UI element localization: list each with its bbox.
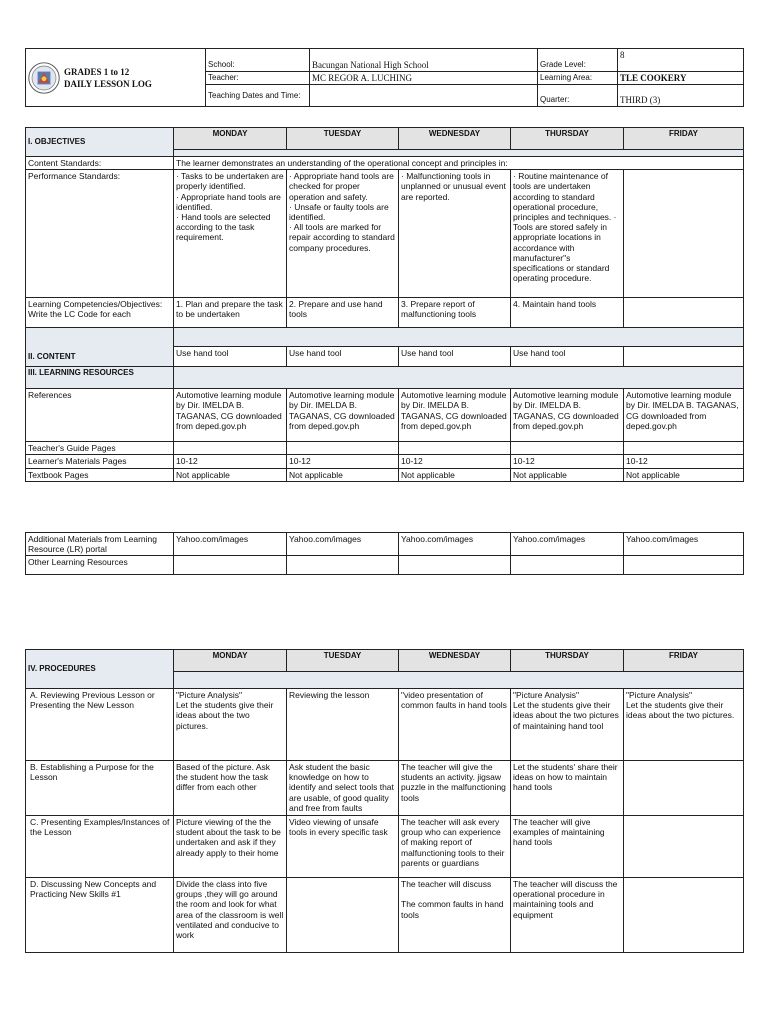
teacher-value: MC REGOR A. LUCHING (310, 72, 538, 85)
performance-friday (624, 170, 744, 298)
performance-thursday: · Routine maintenance of tools are undertaken according to standard operational procedure, principles and techniques. · Tools are stored safely in appropriate locations in accordance with manufacturer"s specifications or standard operating procedure. (511, 170, 624, 298)
procedure-label-a: A. Reviewing Previous Lesson or Presenting the New Lesson (26, 689, 174, 761)
procedure-a-monday: "Picture Analysis" Let the students give their ideas about the two pictures. (174, 689, 287, 761)
performance-tuesday: · Appropriate hand tools are checked for proper operation and safety. · Unsafe or faulty tools are identified. · All tools are marked for repair according to standard company procedures. (287, 170, 399, 298)
header-table (25, 48, 744, 107)
header-logo-cell (26, 49, 206, 107)
day-header-friday: FRIDAY (624, 128, 744, 150)
procedure-c-tuesday: Video viewing of unsafe tools in every specific task (287, 816, 399, 878)
procedure-b-friday (624, 761, 744, 816)
deped-seal-icon (28, 62, 60, 94)
content-monday: Use hand tool (174, 347, 287, 367)
content-standards-label: Content Standards: (26, 157, 174, 170)
quarter-value: THIRD (3) (618, 85, 744, 107)
references-thursday: Automotive learning module by Dir. IMELDA B. TAGANAS, CG downloaded from deped.gov.ph (511, 389, 624, 442)
area-label: Learning Area: (538, 72, 618, 85)
content-section-text: II. CONTENT (28, 352, 76, 361)
performance-wednesday: · Malfunctioning tools in unplanned or unusual event are reported. (399, 170, 511, 298)
tb-wednesday: Not applicable (399, 468, 511, 481)
doc-title-grades: GRADES 1 to 12 (64, 66, 130, 77)
procedure-label-d: D. Discussing New Concepts and Practicing New Skills #1 (26, 878, 174, 953)
procedures-spacer (174, 672, 744, 689)
competency-thursday: 4. Maintain hand tools (511, 298, 624, 328)
proc-day-tuesday: TUESDAY (287, 650, 399, 672)
dates-label: Teaching Dates and Time: (206, 85, 310, 107)
day-header-monday: MONDAY (174, 128, 287, 150)
other-resources-label: Other Learning Resources (26, 556, 174, 575)
content-friday (624, 347, 744, 367)
objectives-table (25, 127, 744, 482)
procedure-d-wednesday: The teacher will discuss The common faults in hand tools (399, 878, 511, 953)
school-value: Bacungan National High School (310, 49, 538, 72)
content-spacer (174, 328, 744, 347)
proc-day-monday: MONDAY (174, 650, 287, 672)
proc-day-wednesday: WEDNESDAY (399, 650, 511, 672)
procedure-d-thursday: The teacher will discuss the operational procedure in maintaining tools and equipment (511, 878, 624, 953)
grade-value: 8 (618, 49, 744, 72)
additional-materials-table (25, 532, 744, 575)
procedure-d-monday: Divide the class into five groups ,they will go around the room and look for what area of the classroom is well ventilated and conducive to work (174, 878, 287, 953)
procedure-c-thursday: The teacher will give examples of maintaining hand tools (511, 816, 624, 878)
procedure-b-wednesday: The teacher will give the students an activity. jigsaw puzzle in the malfunctioning tools (399, 761, 511, 816)
tb-thursday: Not applicable (511, 468, 624, 481)
procedure-a-thursday: "Picture Analysis" Let the students give their ideas about the two pictures of maintaining hand tool (511, 689, 624, 761)
performance-monday: · Tasks to be undertaken are properly identified. · Appropriate hand tools are identified. · Hand tools are selected according to the task requirement. (174, 170, 287, 298)
quarter-label: Quarter: (538, 85, 618, 107)
competencies-label: Learning Competencies/Objectives: Write the LC Code for each (26, 298, 174, 328)
textbook-label: Textbook Pages (26, 468, 174, 481)
additional-monday: Yahoo.com/images (174, 533, 287, 556)
proc-day-friday: FRIDAY (624, 650, 744, 672)
procedures-table (25, 649, 744, 953)
teachers-guide-label: Teacher's Guide Pages (26, 442, 174, 455)
competency-tuesday: 2. Prepare and use hand tools (287, 298, 399, 328)
procedure-d-tuesday (287, 878, 399, 953)
lm-wednesday: 10-12 (399, 455, 511, 468)
day-header-tuesday: TUESDAY (287, 128, 399, 150)
objectives-spacer (174, 150, 744, 157)
competency-wednesday: 3. Prepare report of malfunctioning tools (399, 298, 511, 328)
references-wednesday: Automotive learning module by Dir. IMELDA B. TAGANAS, CG downloaded from deped.gov.ph (399, 389, 511, 442)
procedure-b-tuesday: Ask student the basic knowledge on how to identify and select tools that are usable, of good quality and free from faults (287, 761, 399, 816)
references-friday: Automotive learning module by Dir. IMELDA B. TAGANAS, CG downloaded from deped.gov.ph (624, 389, 744, 442)
learners-materials-label: Learner's Materials Pages (26, 455, 174, 468)
content-thursday: Use hand tool (511, 347, 624, 367)
procedure-b-thursday: Let the students' share their ideas on how to maintain hand tools (511, 761, 624, 816)
lm-monday: 10-12 (174, 455, 287, 468)
procedures-section-label: IV. PROCEDURES (26, 650, 174, 689)
resources-spacer (174, 367, 744, 389)
procedure-d-friday (624, 878, 744, 953)
procedure-label-b: B. Establishing a Purpose for the Lesson (26, 761, 174, 816)
additional-tuesday: Yahoo.com/images (287, 533, 399, 556)
school-label: School: (206, 49, 310, 72)
additional-thursday: Yahoo.com/images (511, 533, 624, 556)
competency-friday (624, 298, 744, 328)
tb-friday: Not applicable (624, 468, 744, 481)
procedure-a-wednesday: "video presentation of common faults in hand tools (399, 689, 511, 761)
references-tuesday: Automotive learning module by Dir. IMELDA B. TAGANAS, CG downloaded from deped.gov.ph (287, 389, 399, 442)
content-standards-value: The learner demonstrates an understanding of the operational concept and principles in: (174, 157, 744, 170)
performance-standards-label: Performance Standards: (26, 170, 174, 298)
day-header-thursday: THURSDAY (511, 128, 624, 150)
procedure-c-wednesday: The teacher will ask every group who can experience of making report of malfunctioning tools to their parents or guardians (399, 816, 511, 878)
additional-materials-label: Additional Materials from Learning Resource (LR) portal (26, 533, 174, 556)
tb-monday: Not applicable (174, 468, 287, 481)
references-label: References (26, 389, 174, 442)
content-tuesday: Use hand tool (287, 347, 399, 367)
dates-value (310, 85, 538, 107)
lm-friday: 10-12 (624, 455, 744, 468)
teacher-label: Teacher: (206, 72, 310, 85)
tb-tuesday: Not applicable (287, 468, 399, 481)
additional-wednesday: Yahoo.com/images (399, 533, 511, 556)
references-monday: Automotive learning module by Dir. IMELDA B. TAGANAS, CG downloaded from deped.gov.ph (174, 389, 287, 442)
procedure-c-friday (624, 816, 744, 878)
procedure-c-monday: Picture viewing of the the student about the task to be undertaken and ask if they already apply to their home (174, 816, 287, 878)
procedure-a-tuesday: Reviewing the lesson (287, 689, 399, 761)
procedure-b-monday: Based of the picture. Ask the student how the task differ from each other (174, 761, 287, 816)
lm-thursday: 10-12 (511, 455, 624, 468)
content-section-label (26, 328, 174, 367)
additional-friday: Yahoo.com/images (624, 533, 744, 556)
procedure-label-c: C. Presenting Examples/Instances of the Lesson (26, 816, 174, 878)
doc-title-log: DAILY LESSON LOG (64, 78, 152, 89)
procedure-a-friday: "Picture Analysis" Let the students give their ideas about the two pictures. (624, 689, 744, 761)
objectives-section-label: I. OBJECTIVES (26, 128, 174, 157)
day-header-wednesday: WEDNESDAY (399, 128, 511, 150)
grade-label: Grade Level: (538, 49, 618, 72)
competency-monday: 1. Plan and prepare the task to be undertaken (174, 298, 287, 328)
resources-section-label: III. LEARNING RESOURCES (26, 367, 174, 389)
lm-tuesday: 10-12 (287, 455, 399, 468)
content-wednesday: Use hand tool (399, 347, 511, 367)
proc-day-thursday: THURSDAY (511, 650, 624, 672)
area-value: TLE COOKERY (618, 72, 744, 85)
